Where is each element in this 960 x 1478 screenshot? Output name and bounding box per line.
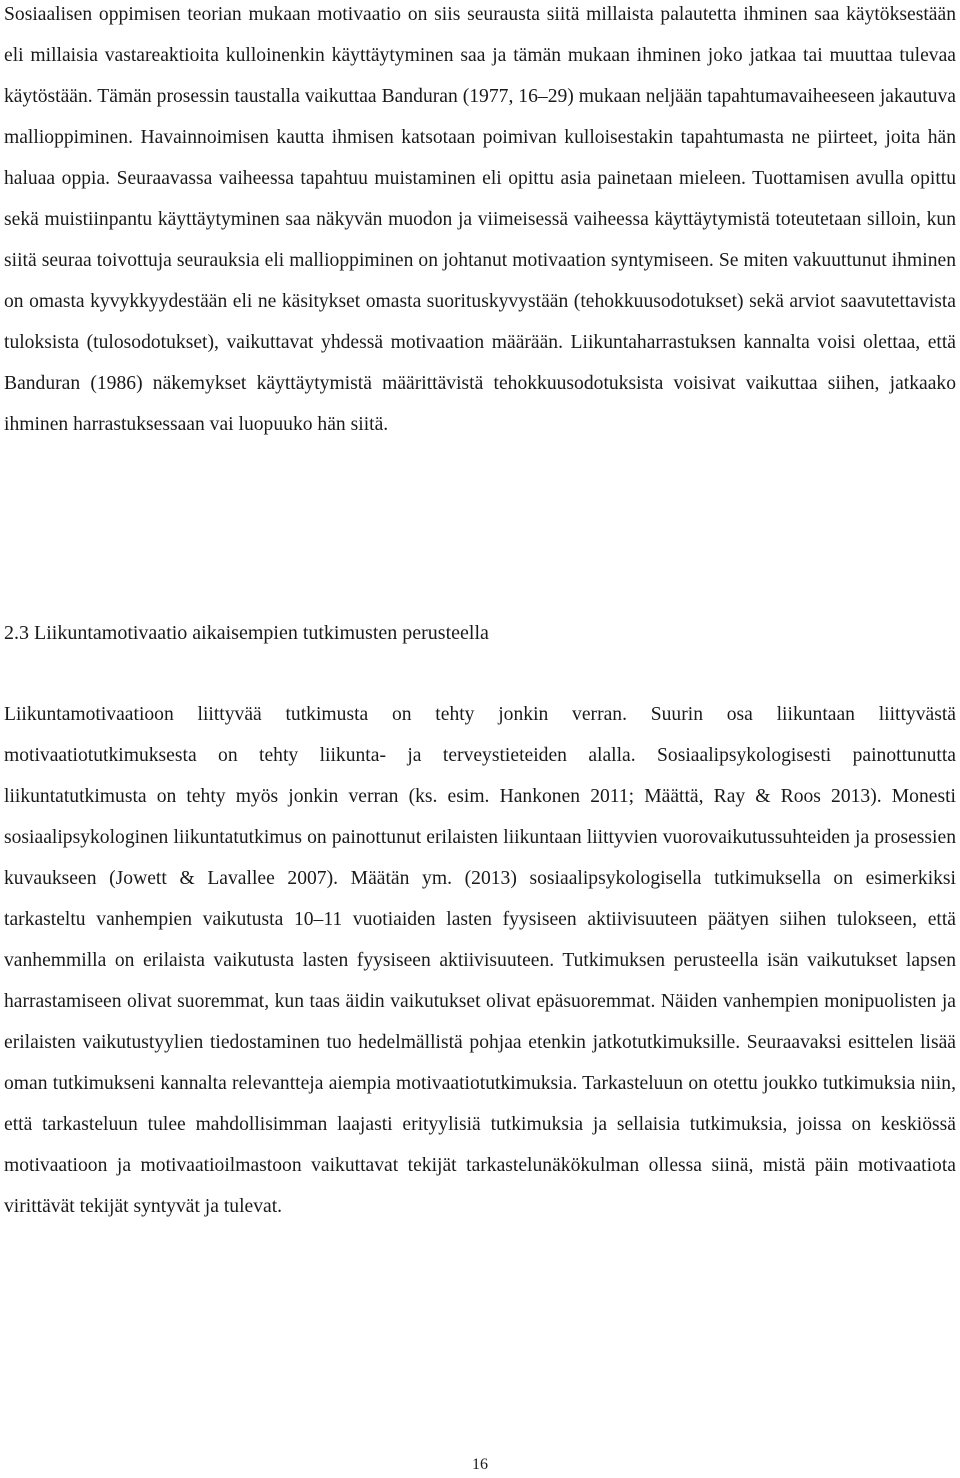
section-heading: 2.3 Liikuntamotivaatio aikaisempien tutkimusten perusteella [4,622,489,644]
body-paragraph: Liikuntamotivaatioon liittyvää tutkimusta on tehty jonkin verran. Suurin osa liikuntaan liittyvästä motivaatiotutkimuksesta on tehty liikunta- ja terveystieteiden alalla. Sosiaalipsykologisesti painottunutta liikuntatutkimusta on tehty myös jonkin verran (ks. esim. Hankonen 2011; Määttä, Ray & Roos 2013). Monesti sosiaalipsykologinen liikuntatutkimus on painottunut erilaisten liikuntaan liittyvien vuorovaikutussuhteiden ja prosessien kuvaukseen (Jowett & Lavallee 2007). Määtän ym. (2013) sosiaalipsykologisella tutkimuksella on esimerkiksi tarkasteltu vanhempien vaikutusta 10–11 vuotiaiden lasten fyysiseen aktiivisuuteen päätyen siihen tulokseen, että vanhemmilla on erilaista vaikutusta lasten fyysiseen aktiivisuuteen. Tutkimuksen perusteella isän vaikutukset lapsen harrastamiseen olivat suoremmat, kun taas äidin vaikutukset olivat epäsuoremmat. Näiden vanhempien monipuolisten ja erilaisten vaikutustyylien tiedostaminen tuo hedelmällistä pohjaa etenkin jatkotutkimuksille. Seuraavaksi esittelen lisää oman tutkimukseni kannalta relevantteja aiempia motivaatiotutkimuksia. Tarkasteluun on otettu joukko tutkimuksia niin, että tarkasteluun tulee mahdollisimman laajasti erityylisiä tutkimuksia ja sellaisia tutkimuksia, joissa on keskiössä motivaatioon ja motivaatioilmastoon vaikuttavat tekijät tarkastelunäkökulman ollessa siinä, mistä päin motivaatiota virittävät tekijät syntyvät ja tulevat. [4,704,956,1217]
document-page [4,0,956,1478]
body-paragraph: Sosiaalisen oppimisen teorian mukaan motivaatio on siis seurausta siitä millaista palautetta ihminen saa käytöksestään eli millaisia vastareaktioita kulloinenkin käyttäytyminen saa ja tämän mukaan ihminen joko jatkaa tai muuttaa tulevaa käytöstään. Tämän prosessin taustalla vaikuttaa Banduran (1977, 16–29) mukaan neljään tapahtumavaiheeseen jakautuva mallioppiminen. Havainnoimisen kautta ihmisen katsotaan poimivan kulloisestakin tapahtumasta ne piirteet, joita hän haluaa oppia. Seuraavassa vaiheessa tapahtuu muistaminen eli opittu asia painetaan mieleen. Tuottamisen avulla opittu sekä muistiinpantu käyttäytyminen saa näkyvän muodon ja viimeisessä vaiheessa käyttäytymistä toteutetaan silloin, kun siitä seuraa toivottuja seurauksia eli mallioppiminen on johtanut motivaation syntymiseen. Se miten vakuuttunut ihminen on omasta kyvykkyydestään eli ne käsitykset omasta suorituskyvystään (tehokkuusodotukset) sekä arviot saavutettavista tuloksista (tulosodotukset), vaikuttavat yhdessä motivaation määrään. Liikuntaharrastuksen kannalta voisi olettaa, että Banduran (1986) näkemykset käyttäytymistä määrittävistä tehokkuusodotuksista voisivat vaikuttaa siihen, jatkaako ihminen harrastuksessaan vai luopuuko hän siitä. [4,4,956,435]
page-number: 16 [472,1456,488,1473]
